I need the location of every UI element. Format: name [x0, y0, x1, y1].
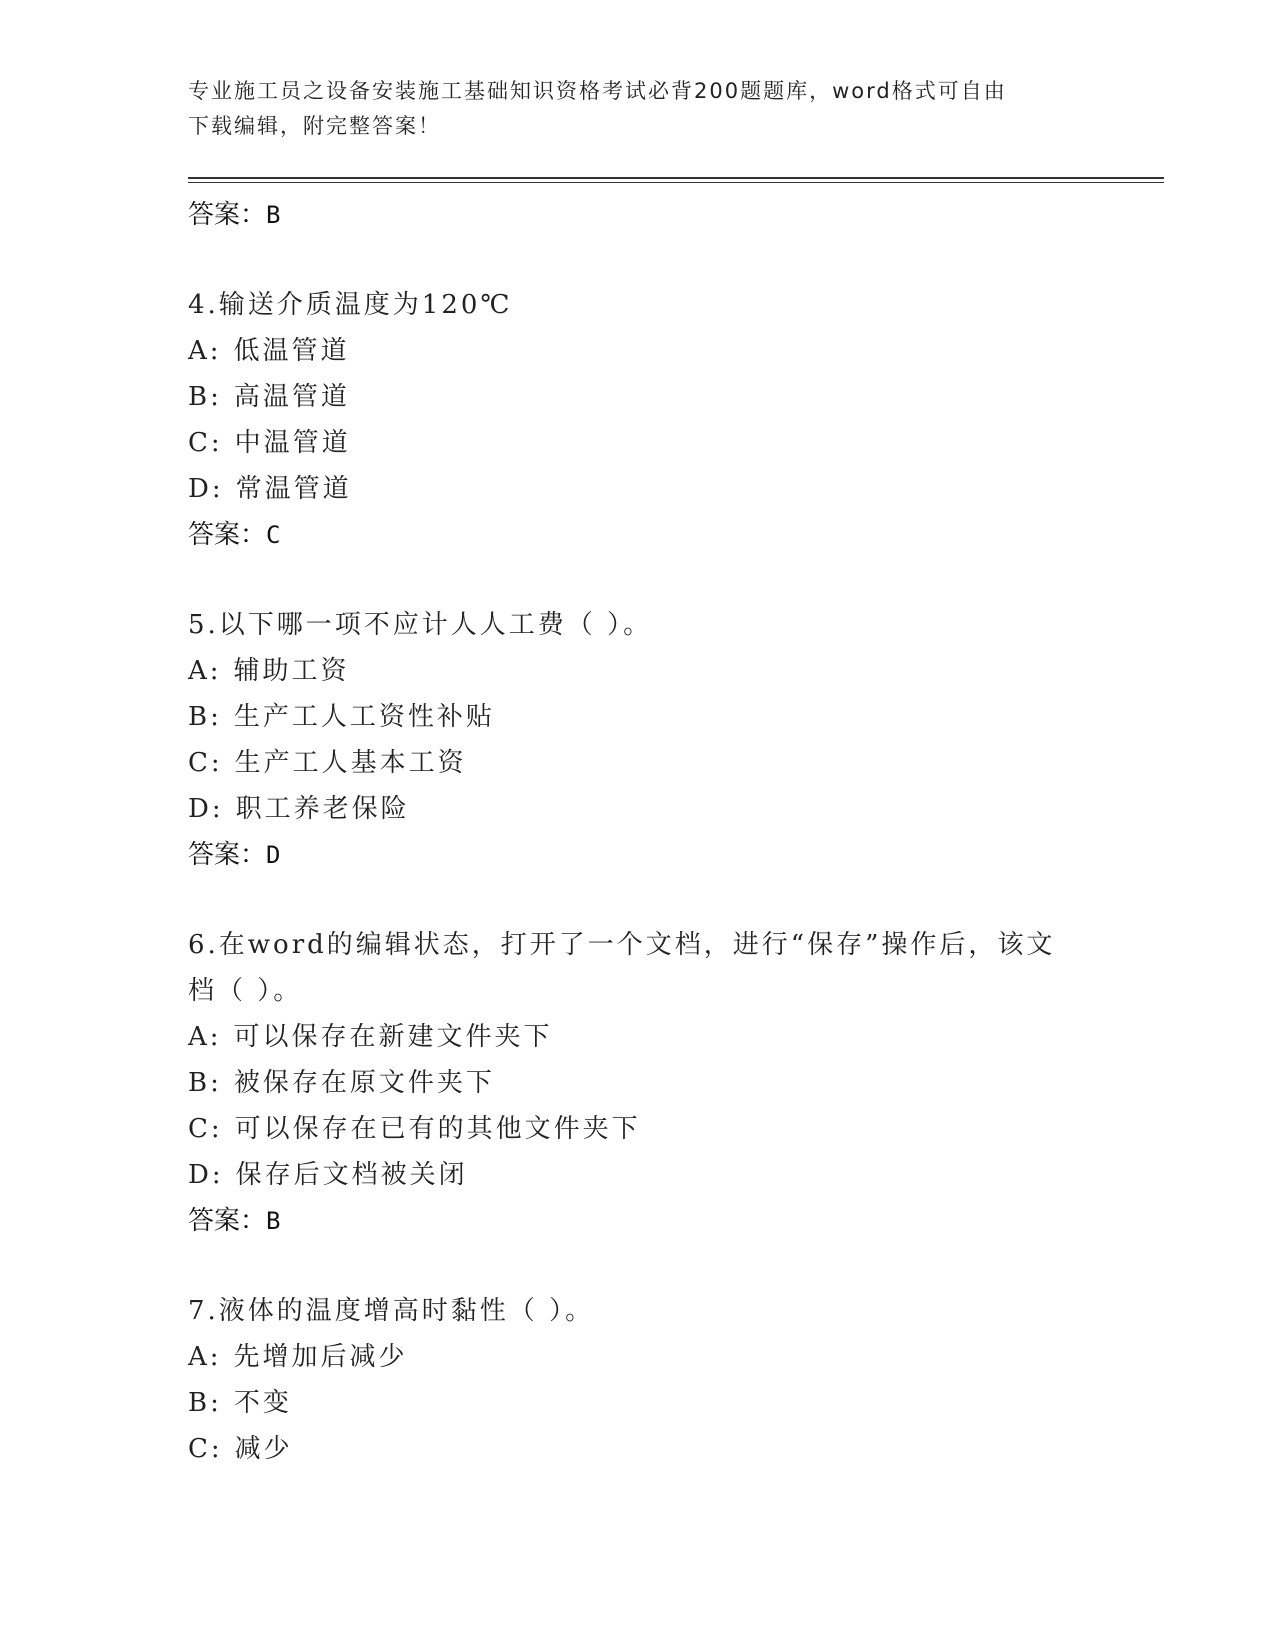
answer-value: C [266, 521, 281, 549]
option-key: A: [188, 1022, 222, 1052]
option-key: D: [188, 474, 224, 504]
option-key: B: [188, 382, 222, 412]
option-c [188, 1106, 1088, 1152]
option-text: 辅助工资 [233, 656, 350, 686]
option-a [188, 328, 1088, 374]
spacer [188, 1244, 1088, 1288]
option-key: D: [188, 794, 224, 824]
header-divider-thick [188, 177, 1164, 179]
question-stem: 4.输送介质温度为120℃ [188, 290, 513, 320]
spacer [188, 878, 1088, 922]
option-text: 常温管道 [235, 474, 352, 504]
answer-line [188, 192, 1088, 238]
option-b [188, 694, 1088, 740]
answer-value: B [266, 201, 281, 229]
option-text: 生产工人工资性补贴 [233, 702, 495, 732]
option-text: 低温管道 [233, 336, 350, 366]
option-key: C: [188, 428, 223, 458]
answer-label: 答案： [188, 200, 267, 230]
answer-value: D [266, 841, 281, 869]
option-a [188, 1014, 1088, 1060]
option-key: C: [188, 1434, 223, 1464]
answer-line [188, 1198, 1088, 1244]
spacer [188, 238, 1088, 282]
option-key: A: [188, 336, 222, 366]
answer-label: 答案： [188, 520, 267, 550]
option-key: C: [188, 1114, 223, 1144]
option-text: 高温管道 [233, 382, 350, 412]
option-text: 生产工人基本工资 [234, 748, 467, 778]
option-c [188, 740, 1088, 786]
option-b [188, 1380, 1088, 1426]
answer-label: 答案： [188, 1206, 267, 1236]
header-line-2: 下载编辑，附完整答案！ [188, 114, 441, 138]
option-key: B: [188, 1068, 222, 1098]
answer-line [188, 832, 1088, 878]
document-header [188, 74, 1068, 144]
option-d [188, 786, 1088, 832]
option-key: D: [188, 1160, 224, 1190]
option-text: 中温管道 [234, 428, 351, 458]
question-stem: 5.以下哪一项不应计人人工费（ ）。 [188, 610, 653, 640]
question-stem: 7.液体的温度增高时黏性（ ）。 [188, 1296, 595, 1326]
option-text: 先增加后减少 [233, 1342, 408, 1372]
option-b [188, 374, 1088, 420]
answer-label: 答案： [188, 840, 267, 870]
question-4 [188, 282, 1088, 558]
option-text: 不变 [233, 1388, 292, 1418]
answer-line [188, 512, 1088, 558]
option-text: 减少 [234, 1434, 293, 1464]
option-c [188, 420, 1088, 466]
option-key: B: [188, 1388, 222, 1418]
header-line-1: 专业施工员之设备安装施工基础知识资格考试必背200题题库，word格式可自由 [188, 79, 1007, 103]
spacer [188, 558, 1088, 602]
option-key: A: [188, 1342, 222, 1372]
question-stem-line-1: 6.在word的编辑状态，打开了一个文档，进行“保存”操作后，该文 [188, 930, 1056, 960]
option-text: 被保存在原文件夹下 [233, 1068, 495, 1098]
question-6 [188, 922, 1088, 1244]
option-d [188, 466, 1088, 512]
option-a [188, 1334, 1088, 1380]
option-key: A: [188, 656, 222, 686]
option-c [188, 1426, 1088, 1472]
option-text: 可以保存在新建文件夹下 [233, 1022, 553, 1052]
option-key: C: [188, 748, 223, 778]
option-a [188, 648, 1088, 694]
answer-value: B [266, 1207, 281, 1235]
option-text: 保存后文档被关闭 [235, 1160, 468, 1190]
option-key: B: [188, 702, 222, 732]
option-text: 职工养老保险 [235, 794, 410, 824]
option-d [188, 1152, 1088, 1198]
option-text: 可以保存在已有的其他文件夹下 [234, 1114, 641, 1144]
question-stem-line-2: 档（ ）。 [188, 976, 303, 1006]
question-list [188, 192, 1088, 1472]
option-b [188, 1060, 1088, 1106]
question-7 [188, 1288, 1088, 1472]
header-divider-thin [188, 182, 1164, 183]
question-5 [188, 602, 1088, 878]
